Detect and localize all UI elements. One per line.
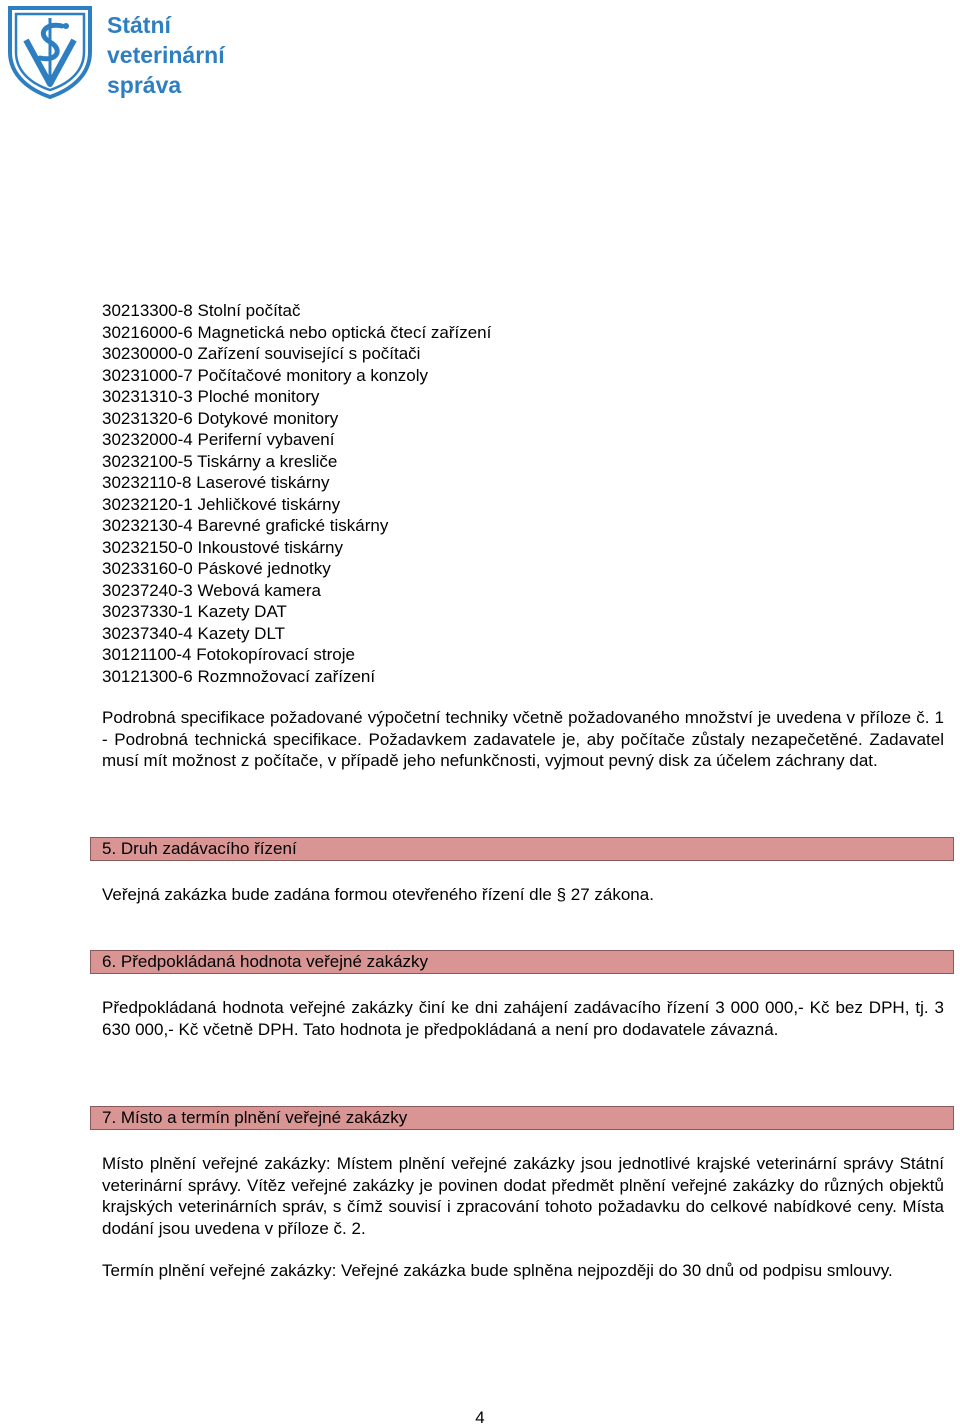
- list-item: 30231320-6 Dotykové monitory: [102, 408, 339, 428]
- list-item: 30237340-4 Kazety DLT: [102, 623, 286, 643]
- list-item: 30232150-0 Inkoustové tiskárny: [102, 537, 343, 557]
- page-number: 4: [475, 1408, 485, 1427]
- section-heading-7: 7. Místo a termín plnění veřejné zakázky: [90, 1106, 954, 1130]
- list-item: 30213300-8 Stolní počítač: [102, 301, 301, 320]
- section-heading-6: 6. Předpokládaná hodnota veřejné zakázky: [90, 950, 954, 974]
- list-item: 30121300-6 Rozmnožovací zařízení: [102, 666, 376, 686]
- list-item: 30232130-4 Barevné grafické tiskárny: [102, 516, 389, 535]
- list-item: 30232110-8 Laserové tiskárny: [102, 473, 330, 492]
- section-7-place-text: Místo plnění veřejné zakázky: Místem plnění veřejné zakázky jsou jednotlivé krajské veterinární správy Státní veterinární správy. Vítěz veřejné zakázky je povinen dodat předmět plnění veřejné zakázky do různých objektů krajských veterinárních správ, s čímž souvisí i zpracování tohoto požadavku do celkové nabídkové ceny. Místa dodání jsou uvedena v příloze č. 2.: [102, 1154, 944, 1238]
- list-item: 30216000-6 Magnetická nebo optická čtecí zařízení: [102, 322, 492, 342]
- list-item: 30231000-7 Počítačové monitory a konzoly: [102, 365, 429, 385]
- section-5-text: Veřejná zakázka bude zadána formou otevřeného řízení dle § 27 zákona.: [102, 885, 654, 904]
- logo-line-1: Státní: [107, 12, 171, 38]
- shield-emblem-icon: [6, 4, 96, 100]
- list-item: 30230000-0 Zařízení související s počítači: [102, 344, 421, 363]
- list-item: 30233160-0 Páskové jednotky: [102, 559, 331, 578]
- list-item: 30231310-3 Ploché monitory: [102, 387, 320, 406]
- logo-line-2: veterinární: [107, 42, 225, 68]
- logo-wordmark: [107, 10, 225, 100]
- list-item: 30237240-3 Webová kamera: [102, 580, 321, 600]
- logo-line-3: správa: [107, 72, 182, 98]
- specification-paragraph: Podrobná specifikace požadované výpočetní techniky včetně požadovaného množství je uvedena v příloze č. 1 - Podrobná technická specifikace. Požadavkem zadavatele je, aby počítače zůstaly nezapečetěné. Zadavatel musí mít možnost z počítače, v případě jeho nefunkčnosti, vyjmout pevný disk za účelem záchrany dat.: [102, 708, 944, 771]
- svs-logo: [6, 4, 246, 100]
- section-heading-5: 5. Druh zadávacího řízení: [90, 837, 954, 861]
- section-6-text: Předpokládaná hodnota veřejné zakázky činí ke dni zahájení zadávacího řízení 3 000 000,- Kč bez DPH, tj. 3 630 000,- Kč včetně DPH. Tato hodnota je předpokládaná a není pro dodavatele závazná.: [102, 998, 944, 1039]
- list-item: 30237330-1 Kazety DAT: [102, 602, 287, 621]
- list-item: 30232100-5 Tiskárny a kresliče: [102, 451, 338, 471]
- list-item: 30232120-1 Jehličkové tiskárny: [102, 494, 341, 514]
- list-item: 30232000-4 Periferní vybavení: [102, 430, 335, 449]
- section-7-term-text: Termín plnění veřejné zakázky: Veřejné zakázka bude splněna nejpozději do 30 dnů od podpisu smlouvy.: [102, 1261, 893, 1280]
- list-item: 30121100-4 Fotokopírovací stroje: [102, 645, 355, 664]
- cpv-code-list: [102, 300, 491, 687]
